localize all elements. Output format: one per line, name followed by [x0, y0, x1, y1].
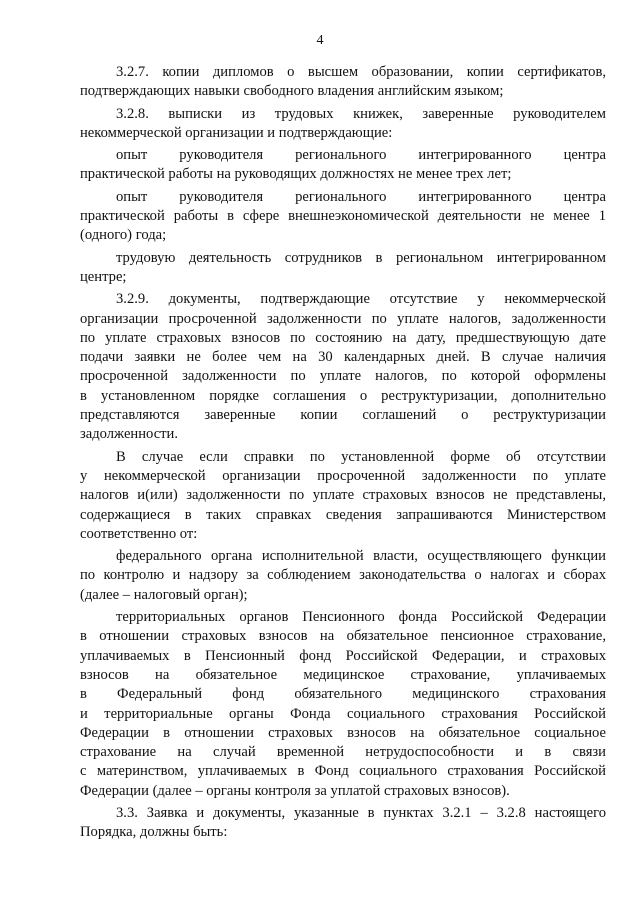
text-line: территориальных органов Пенсионного фонда Российской Федерации	[116, 609, 606, 626]
text-line: страхование на случай временной нетрудоспособности и в связи	[80, 744, 606, 761]
text-line: 3.2.9. документы, подтверждающие отсутствие у некоммерческой	[116, 291, 606, 308]
text-line: с материнством, уплачиваемых в Фонд социального страхования Российской	[80, 763, 606, 780]
text-line: налогов и(или) задолженности по уплате страховых взносов не представлены,	[80, 487, 606, 504]
text-line: (далее – налоговый орган);	[80, 586, 248, 603]
text-line: некоммерческой организации и подтверждающие:	[80, 124, 393, 141]
text-line: по уплате страховых взносов по состоянию на дату, предшествующую дате	[80, 329, 606, 346]
text-line: просроченной задолженности по уплате налогов, по которой оформлены	[80, 368, 606, 385]
text-line: подтверждающих навыки свободного владения английским языком;	[80, 83, 504, 100]
text-line: центре;	[80, 268, 127, 285]
document-body	[80, 63, 606, 843]
text-line: В случае если справки по установленной форме об отсутствии	[116, 448, 606, 465]
text-line: взносов на обязательное медицинское страхование, уплачиваемых	[80, 666, 606, 683]
text-line: Федерации в отношении страховых взносов на обязательное социальное	[80, 724, 606, 741]
text-line: опыт руководителя регионального интегрированного центра	[116, 188, 606, 205]
text-line: по контролю и надзору за соблюдением законодательства о налогах и сборах	[80, 567, 606, 584]
text-line: трудовую деятельность сотрудников в региональном интегрированном	[116, 249, 606, 266]
text-line: в отношении страховых взносов на обязательное пенсионное страхование,	[80, 628, 606, 645]
text-line: практической работы в сфере внешнеэкономической деятельности не менее 1	[80, 208, 606, 225]
text-line: опыт руководителя регионального интегрированного центра	[116, 147, 606, 164]
text-line: 3.2.8. выписки из трудовых книжек, заверенные руководителем	[116, 105, 606, 122]
text-line: подачи заявки не более чем на 30 календарных дней. В случае наличия	[80, 349, 606, 366]
text-line: организации просроченной задолженности по уплате налогов, задолженности	[80, 310, 606, 327]
text-line: федерального органа исполнительной власти, осуществляющего функции	[116, 548, 606, 565]
text-line: в установленном порядке соглашения о реструктуризации, дополнительно	[80, 387, 606, 404]
text-line: 3.2.7. копии дипломов о высшем образовании, копии сертификатов,	[116, 64, 606, 80]
text-line: задолженности.	[80, 426, 179, 443]
text-line: Порядка, должны быть:	[80, 824, 228, 841]
text-line: содержащиеся в таких справках сведения запрашиваются Министерством	[80, 506, 606, 523]
text-line: представляются заверенные копии соглашений о реструктуризации	[80, 407, 606, 424]
text-line: уплачиваемых в Пенсионный фонд Российской Федерации, и страховых	[80, 647, 606, 664]
text-line: соответственно от:	[80, 525, 198, 542]
text-line: практической работы на руководящих должностях не менее трех лет;	[80, 166, 512, 183]
text-line: и территориальные органы Фонда социального страхования Российской	[80, 705, 606, 722]
text-line: (одного) года;	[80, 227, 167, 244]
text-line: 3.3. Заявка и документы, указанные в пунктах 3.2.1 – 3.2.8 настоящего	[116, 804, 606, 821]
text-line: у некоммерческой организации просроченной задолженности по уплате	[80, 467, 606, 484]
page-number: 4	[316, 33, 324, 48]
text-line: в Федеральный фонд обязательного медицинского страхования	[80, 686, 606, 703]
text-line: Федерации (далее – органы контроля за уплатой страховых взносов).	[80, 782, 510, 799]
